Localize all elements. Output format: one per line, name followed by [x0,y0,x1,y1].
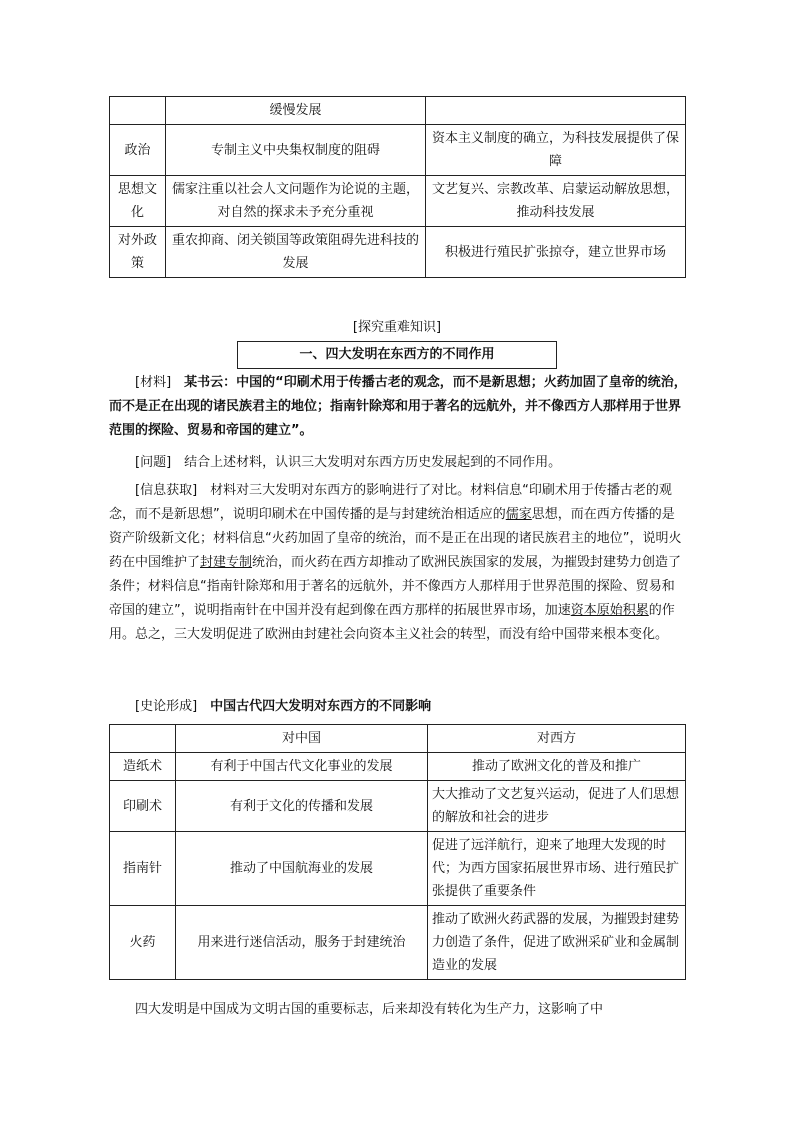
underlined-term: 儒家 [505,507,532,522]
row-label [110,97,166,125]
info-text: 材料对三大发明对东西方的影响进行了对比。材料信息“印刷术用于传播古老的观念，而不是新思想”，说明印刷术在中国传播的是与封建统治相适应的 [109,483,672,522]
comparison-table-top [109,96,686,278]
row-label: 对外政策 [110,227,166,278]
china-cell: 缓慢发展 [166,97,426,125]
info-tag: [信息获取] [135,483,198,498]
header-cell [110,725,176,753]
table-row [110,832,686,906]
summary-tag: [史论形成] [135,699,198,714]
invention-name: 造纸术 [110,753,176,781]
closing-paragraph: 四大发明是中国成为文明古国的重要标志，后来却没有转化为生产力，这影响了中 [135,1002,604,1017]
underlined-term: 资本原始积累 [570,603,649,618]
invention-name: 印刷术 [110,781,176,832]
row-label: 思想文化 [110,176,166,227]
west-cell [426,97,686,125]
header-cell: 对中国 [176,725,428,753]
table-row [110,97,686,125]
china-cell: 推动了中国航海业的发展 [176,832,428,906]
west-cell: 大大推动了文艺复兴运动，促进了人们思想的解放和社会的进步 [428,781,686,832]
west-cell: 积极进行殖民扩张掠夺，建立世界市场 [426,227,686,278]
question-paragraph [109,451,687,475]
china-cell: 用来进行迷信活动，服务于封建统治 [176,906,428,980]
info-text: 的作用。总之，三大发明促进了欧洲由封建社会向资本主义社会的转型，而没有给中国带来根本变化。 [109,603,675,642]
west-cell: 文艺复兴、宗教改革、启蒙运动解放思想，推动科技发展 [426,176,686,227]
summary-paragraph [109,695,687,719]
row-label: 政治 [110,125,166,176]
section-heading: [探究重难知识] [352,320,442,335]
table-row [110,906,686,980]
china-cell: 有利于中国古代文化事业的发展 [176,753,428,781]
table-header-row [110,725,686,753]
china-cell: 专制主义中央集权制度的阻碍 [166,125,426,176]
inventions-table [109,724,686,980]
info-paragraph [109,479,687,647]
west-cell: 促进了远洋航行，迎来了地理大发现的时代；为西方国家拓展世界市场、进行殖民扩张提供了重要条件 [428,832,686,906]
china-cell: 有利于文化的传播和发展 [176,781,428,832]
header-cell: 对西方 [428,725,686,753]
west-cell: 推动了欧洲火药武器的发展，为摧毁封建势力创造了条件，促进了欧洲采矿业和金属制造业的发展 [428,906,686,980]
table-row [110,176,686,227]
table-row [110,781,686,832]
west-cell: 资本主义制度的确立，为科技发展提供了保障 [426,125,686,176]
west-cell: 推动了欧洲文化的普及和推广 [428,753,686,781]
info-text: 思想，而在西方传播的是资产阶级新文化；材料信息“火药加固了皇帝的统治，而不是正在出现的诸民族君主的地位”，说明火药在中国维护了 [109,507,682,570]
material-tag: [材料] [135,375,172,390]
table-row [110,753,686,781]
underlined-term: 封建专制 [200,555,253,570]
material-paragraph [109,371,687,443]
invention-name: 指南针 [110,832,176,906]
china-cell: 儒家注重以社会人文问题作为论说的主题，对自然的探求未予充分重视 [166,176,426,227]
invention-name: 火药 [110,906,176,980]
question-text: 结合上述材料，认识三大发明对东西方历史发展起到的不同作用。 [184,455,562,470]
info-text: 统治，而火药在西方却推动了欧洲民族国家的发展，为摧毁封建势力创造了条件；材料信息“指南针除郑和用于著名的远航外，并不像西方人那样用于世界范围的探险、贸易和帝国的建立”，说明指南针在中国并没有起到像在西方那样的拓展世界市场，加速 [109,555,682,618]
table-row [110,125,686,176]
table-row [110,227,686,278]
summary-text: 中国古代四大发明对东西方的不同影响 [210,699,432,714]
boxed-title: 一、四大发明在东西方的不同作用 [237,341,557,369]
china-cell: 重农抑商、闭关锁国等政策阻碍先进科技的发展 [166,227,426,278]
material-text: 某书云：中国的“印刷术用于传播古老的观念，而不是新思想；火药加固了皇帝的统治，而不是正在出现的诸民族君主的地位；指南针除郑和用于著名的远航外，并不像西方人那样用于世界范围的探险、贸易和帝国的建立”。 [109,375,687,438]
question-tag: [问题] [135,455,172,470]
